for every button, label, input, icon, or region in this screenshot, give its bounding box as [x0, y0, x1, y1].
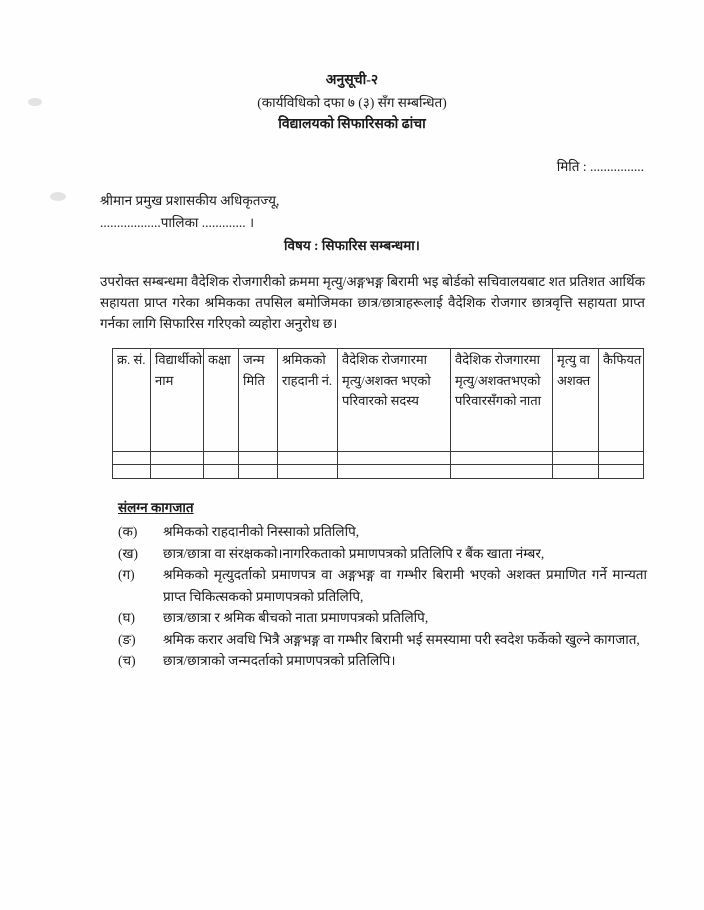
schedule-title: अनुसूची-२: [325, 73, 379, 88]
item-text: छात्र/छात्रा र श्रमिक बीचको नाता प्रमाणपत्रको प्रतिलिपि,: [163, 610, 429, 625]
col-header-passport-no: श्रमिकको राहदानी नं.: [278, 349, 338, 452]
municipality-line: ..................पालिका ............. ।: [100, 215, 255, 230]
col-header-class: कक्षा: [204, 349, 239, 452]
col-header-family-member: वैदेशिक रोजगारमा मृत्यु/अशक्त भएको परिवारको सदस्य: [338, 349, 451, 452]
item-text: श्रमिक करार अवधि भित्रै अङ्गभङ्ग वा गम्भीर बिरामी भई समस्यामा परी स्वदेश फर्केको खुल्ने कागजात,: [163, 631, 640, 647]
body-paragraph: उपरोक्त सम्बन्धमा वैदेशिक रोजगारीको क्रममा मृत्यु/अङ्गभङ्ग बिरामी भइ बोर्डको सचिवालयबाट शत प्रतिशत आर्थिक सहायता प्राप्त गरेका श्रमिकका तपसिल बमोजिमका छात्र/छात्राहरूलाई वैदेशिक रोजगार छात्रवृत्ति सहायता प्राप्त गर्नका लागि सिफारिस गरिएको व्यहोरा अनुरोध छ।: [100, 274, 645, 331]
attachments-heading: संलग्न कागजात: [118, 500, 194, 515]
item-text: श्रमिकको राहदानीको निस्साको प्रतिलिपि,: [163, 524, 360, 539]
item-label: (ग): [118, 567, 135, 582]
list-item: [118, 564, 704, 607]
date-line: मिति : ................: [556, 159, 644, 174]
item-text: श्रमिकको मृत्युदर्ताको प्रमाणपत्र वा अङ्गभङ्ग वा गम्भीर बिरामी भएको अशक्त प्रमाणित गर्ने मान्यता प्राप्त चिकित्सकको प्रमाणपत्रको प्रतिलिपि,: [163, 567, 647, 604]
col-header-birth-date: जन्म मिति: [239, 349, 278, 452]
item-label: (ङ): [118, 631, 136, 647]
col-header-serial-no: क्र. सं.: [113, 349, 151, 452]
list-item: [118, 629, 704, 651]
item-label: (ख): [118, 545, 139, 561]
item-text: छात्र/छात्रा वा संरक्षकको।नागरिकताको प्रमाणपत्रको प्रतिलिपि र बैंक खाता नंम्बर,: [163, 545, 545, 561]
recommendation-table: [112, 348, 644, 479]
col-header-death-disabled: मृत्यु वा अशक्त: [553, 349, 599, 452]
col-header-relation: वैदेशिक रोजगारमा मृत्यु/अशक्तभएको परिवारसँगको नाता: [451, 349, 553, 452]
attachments-section: [118, 498, 704, 672]
list-item: [118, 607, 704, 629]
scan-artifact: [50, 192, 66, 201]
addressee-line: श्रीमान प्रमुख प्रशासकीय अधिकृतज्यू,: [100, 193, 280, 208]
related-clause-subtitle: (कार्यविधिको दफा ७ (३) सँग सम्बन्धित): [257, 95, 447, 110]
item-label: (क): [118, 524, 138, 539]
subject-line: विषय : सिफारिस सम्बन्धमा।: [284, 238, 420, 253]
col-header-student-name: विद्यार्थीको नाम: [151, 349, 204, 452]
addressee-block: [100, 190, 704, 234]
scan-artifact: [28, 98, 42, 106]
table-row: [113, 452, 644, 465]
item-text: छात्र/छात्राको जन्मदर्ताको प्रमाणपत्रको प्रतिलिपि।: [163, 653, 396, 668]
col-header-remarks: कैफियत: [599, 349, 644, 452]
form-title: विद्यालयको सिफारिसको ढांचा: [278, 117, 426, 132]
document-header: [0, 0, 704, 136]
table-header-row: [113, 349, 644, 452]
table-row: [113, 465, 644, 479]
list-item: [118, 543, 704, 565]
item-label: (घ): [118, 610, 135, 625]
list-item: [118, 650, 704, 672]
list-item: [118, 521, 704, 543]
item-label: (च): [118, 653, 136, 668]
